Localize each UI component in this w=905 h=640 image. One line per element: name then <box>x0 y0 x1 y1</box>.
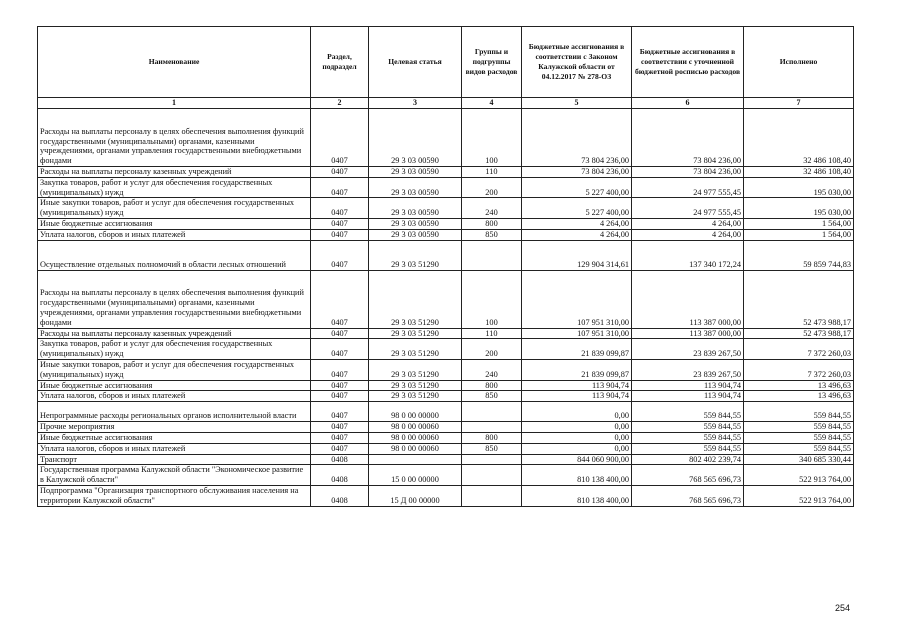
table-row <box>38 218 854 229</box>
row-name: Государственная программа Калужской области "Экономическое развитие в Калужской области" <box>38 465 311 486</box>
table-row <box>38 359 854 380</box>
table-row <box>38 443 854 454</box>
row-target: 29 3 03 00590 <box>369 177 462 198</box>
row-name: Расходы на выплаты персоналу в целях обеспечения выполнения функций государственными (муниципальными) органами, казенными учреждениями, органами управления государственными внебюджетными фондами <box>38 109 311 167</box>
row-target: 29 3 03 00590 <box>369 218 462 229</box>
row-group <box>462 454 522 465</box>
row-target: 29 3 03 51290 <box>369 328 462 339</box>
budget-table <box>37 26 854 507</box>
row-law-amount: 4 264,00 <box>522 229 632 240</box>
row-law-amount: 0,00 <box>522 402 632 422</box>
row-group: 240 <box>462 359 522 380</box>
row-law-amount: 107 951 310,00 <box>522 328 632 339</box>
col-number: 3 <box>369 98 462 109</box>
row-name: Иные бюджетные ассигнования <box>38 380 311 391</box>
row-law-amount: 113 904,74 <box>522 391 632 402</box>
table-row <box>38 270 854 328</box>
row-refined-amount: 113 904,74 <box>632 380 744 391</box>
row-refined-amount: 23 839 267,50 <box>632 359 744 380</box>
row-name: Расходы на выплаты персоналу в целях обеспечения выполнения функций государственными (муниципальными) органами, казенными учреждениями, органами управления государственными внебюджетными фондами <box>38 270 311 328</box>
row-refined-amount: 559 844,55 <box>632 422 744 433</box>
row-name: Транспорт <box>38 454 311 465</box>
table-row <box>38 339 854 360</box>
row-refined-amount: 73 804 236,00 <box>632 109 744 167</box>
row-name: Расходы на выплаты персоналу казенных учреждений <box>38 328 311 339</box>
row-target: 29 3 03 00590 <box>369 229 462 240</box>
row-group: 110 <box>462 328 522 339</box>
row-executed-amount: 195 030,00 <box>744 177 854 198</box>
row-section: 0407 <box>311 422 369 433</box>
header-executed: Исполнено <box>744 27 854 98</box>
row-refined-amount: 137 340 172,24 <box>632 240 744 270</box>
row-name: Прочие мероприятия <box>38 422 311 433</box>
row-refined-amount: 24 977 555,45 <box>632 177 744 198</box>
row-law-amount: 73 804 236,00 <box>522 109 632 167</box>
row-executed-amount: 32 486 108,40 <box>744 167 854 178</box>
row-executed-amount: 559 844,55 <box>744 432 854 443</box>
row-law-amount: 0,00 <box>522 422 632 433</box>
table-row <box>38 177 854 198</box>
col-number: 6 <box>632 98 744 109</box>
row-name: Иные закупки товаров, работ и услуг для обеспечения государственных (муниципальных) нужд <box>38 198 311 219</box>
row-name: Осуществление отдельных полномочий в области лесных отношений <box>38 240 311 270</box>
row-executed-amount: 13 496,63 <box>744 380 854 391</box>
row-target <box>369 454 462 465</box>
row-law-amount: 0,00 <box>522 443 632 454</box>
table-row <box>38 454 854 465</box>
table-row <box>38 229 854 240</box>
row-name: Иные бюджетные ассигнования <box>38 218 311 229</box>
row-refined-amount: 113 387 000,00 <box>632 270 744 328</box>
row-law-amount: 21 839 099,87 <box>522 339 632 360</box>
row-executed-amount: 7 372 260,03 <box>744 359 854 380</box>
row-target: 98 0 00 00060 <box>369 432 462 443</box>
row-target: 98 0 00 00060 <box>369 443 462 454</box>
row-executed-amount: 32 486 108,40 <box>744 109 854 167</box>
table-row <box>38 240 854 270</box>
row-refined-amount: 768 565 696,73 <box>632 465 744 486</box>
row-executed-amount: 559 844,55 <box>744 422 854 433</box>
row-refined-amount: 768 565 696,73 <box>632 485 744 506</box>
row-law-amount: 21 839 099,87 <box>522 359 632 380</box>
row-group <box>462 422 522 433</box>
row-section: 0407 <box>311 380 369 391</box>
row-group <box>462 402 522 422</box>
row-executed-amount: 559 844,55 <box>744 402 854 422</box>
row-section: 0407 <box>311 198 369 219</box>
row-group <box>462 465 522 486</box>
row-executed-amount: 59 859 744,83 <box>744 240 854 270</box>
row-law-amount: 113 904,74 <box>522 380 632 391</box>
row-law-amount: 5 227 400,00 <box>522 198 632 219</box>
row-executed-amount: 13 496,63 <box>744 391 854 402</box>
row-name: Непрограммные расходы региональных органов исполнительной власти <box>38 402 311 422</box>
row-group: 110 <box>462 167 522 178</box>
row-group: 800 <box>462 432 522 443</box>
row-section: 0407 <box>311 328 369 339</box>
row-executed-amount: 522 913 764,00 <box>744 465 854 486</box>
row-section: 0407 <box>311 177 369 198</box>
row-executed-amount: 1 564,00 <box>744 229 854 240</box>
row-refined-amount: 559 844,55 <box>632 402 744 422</box>
row-target: 29 3 03 51290 <box>369 339 462 360</box>
row-target: 29 3 03 00590 <box>369 167 462 178</box>
row-target: 98 0 00 00000 <box>369 402 462 422</box>
row-law-amount: 73 804 236,00 <box>522 167 632 178</box>
row-executed-amount: 559 844,55 <box>744 443 854 454</box>
row-executed-amount: 1 564,00 <box>744 218 854 229</box>
table-row <box>38 485 854 506</box>
table-row <box>38 328 854 339</box>
header-section: Раздел, подраздел <box>311 27 369 98</box>
row-section: 0408 <box>311 465 369 486</box>
row-law-amount: 810 138 400,00 <box>522 465 632 486</box>
row-name: Уплата налогов, сборов и иных платежей <box>38 391 311 402</box>
row-section: 0407 <box>311 359 369 380</box>
row-group <box>462 240 522 270</box>
row-law-amount: 4 264,00 <box>522 218 632 229</box>
row-executed-amount: 340 685 330,44 <box>744 454 854 465</box>
row-name: Уплата налогов, сборов и иных платежей <box>38 229 311 240</box>
row-section: 0407 <box>311 391 369 402</box>
row-target: 29 3 03 51290 <box>369 359 462 380</box>
row-target: 98 0 00 00060 <box>369 422 462 433</box>
table-row <box>38 109 854 167</box>
col-number: 5 <box>522 98 632 109</box>
row-refined-amount: 4 264,00 <box>632 218 744 229</box>
row-section: 0407 <box>311 432 369 443</box>
table-row <box>38 432 854 443</box>
row-name: Иные закупки товаров, работ и услуг для обеспечения государственных (муниципальных) нужд <box>38 359 311 380</box>
row-name: Уплата налогов, сборов и иных платежей <box>38 443 311 454</box>
row-target: 29 3 03 51290 <box>369 270 462 328</box>
row-refined-amount: 113 387 000,00 <box>632 328 744 339</box>
row-group: 100 <box>462 270 522 328</box>
col-number: 1 <box>38 98 311 109</box>
row-section: 0407 <box>311 443 369 454</box>
row-group: 800 <box>462 218 522 229</box>
header-row <box>38 27 854 98</box>
row-law-amount: 5 227 400,00 <box>522 177 632 198</box>
row-group: 850 <box>462 229 522 240</box>
row-name: Закупка товаров, работ и услуг для обеспечения государственных (муниципальных) нужд <box>38 177 311 198</box>
row-executed-amount: 7 372 260,03 <box>744 339 854 360</box>
header-name: Наименование <box>38 27 311 98</box>
table-row <box>38 402 854 422</box>
col-number: 2 <box>311 98 369 109</box>
row-section: 0407 <box>311 270 369 328</box>
row-target: 29 3 03 51290 <box>369 391 462 402</box>
row-name: Расходы на выплаты персоналу казенных учреждений <box>38 167 311 178</box>
row-group: 200 <box>462 339 522 360</box>
row-target: 29 3 03 00590 <box>369 198 462 219</box>
row-law-amount: 129 904 314,61 <box>522 240 632 270</box>
row-section: 0407 <box>311 167 369 178</box>
col-number: 4 <box>462 98 522 109</box>
col-number: 7 <box>744 98 854 109</box>
row-refined-amount: 802 402 239,74 <box>632 454 744 465</box>
row-group: 850 <box>462 443 522 454</box>
row-name: Закупка товаров, работ и услуг для обеспечения государственных (муниципальных) нужд <box>38 339 311 360</box>
row-refined-amount: 4 264,00 <box>632 229 744 240</box>
row-law-amount: 810 138 400,00 <box>522 485 632 506</box>
row-refined-amount: 559 844,55 <box>632 432 744 443</box>
row-group: 800 <box>462 380 522 391</box>
row-name: Иные бюджетные ассигнования <box>38 432 311 443</box>
row-name: Подпрограмма "Организация транспортного обслуживания населения на территории Калужской области" <box>38 485 311 506</box>
row-section: 0407 <box>311 229 369 240</box>
row-executed-amount: 195 030,00 <box>744 198 854 219</box>
page-number: 254 <box>835 603 851 613</box>
row-section: 0407 <box>311 240 369 270</box>
table-row <box>38 422 854 433</box>
row-group: 100 <box>462 109 522 167</box>
row-executed-amount: 52 473 988,17 <box>744 270 854 328</box>
row-refined-amount: 24 977 555,45 <box>632 198 744 219</box>
row-refined-amount: 113 904,74 <box>632 391 744 402</box>
row-group <box>462 485 522 506</box>
column-number-row <box>38 98 854 109</box>
row-executed-amount: 522 913 764,00 <box>744 485 854 506</box>
row-target: 15 Д 00 00000 <box>369 485 462 506</box>
header-groups: Группы и подгруппы видов расходов <box>462 27 522 98</box>
row-refined-amount: 23 839 267,50 <box>632 339 744 360</box>
header-target: Целевая статья <box>369 27 462 98</box>
row-target: 29 3 03 00590 <box>369 109 462 167</box>
table-row <box>38 391 854 402</box>
row-refined-amount: 73 804 236,00 <box>632 167 744 178</box>
row-group: 200 <box>462 177 522 198</box>
row-group: 850 <box>462 391 522 402</box>
row-target: 29 3 03 51290 <box>369 380 462 391</box>
header-law: Бюджетные ассигнования в соответствии с Законом Калужской области от 04.12.2017 № 278-ОЗ <box>522 27 632 98</box>
row-group: 240 <box>462 198 522 219</box>
table-row <box>38 465 854 486</box>
row-law-amount: 107 951 310,00 <box>522 270 632 328</box>
row-section: 0407 <box>311 109 369 167</box>
row-executed-amount: 52 473 988,17 <box>744 328 854 339</box>
row-law-amount: 844 060 900,00 <box>522 454 632 465</box>
row-refined-amount: 559 844,55 <box>632 443 744 454</box>
table-row <box>38 198 854 219</box>
row-section: 0408 <box>311 454 369 465</box>
row-section: 0407 <box>311 402 369 422</box>
row-section: 0407 <box>311 339 369 360</box>
row-section: 0407 <box>311 218 369 229</box>
header-refined: Бюджетные ассигнования в соответствии с уточненной бюджетной росписью расходов <box>632 27 744 98</box>
row-section: 0408 <box>311 485 369 506</box>
row-target: 15 0 00 00000 <box>369 465 462 486</box>
table-row <box>38 380 854 391</box>
table-row <box>38 167 854 178</box>
row-law-amount: 0,00 <box>522 432 632 443</box>
row-target: 29 3 03 51290 <box>369 240 462 270</box>
